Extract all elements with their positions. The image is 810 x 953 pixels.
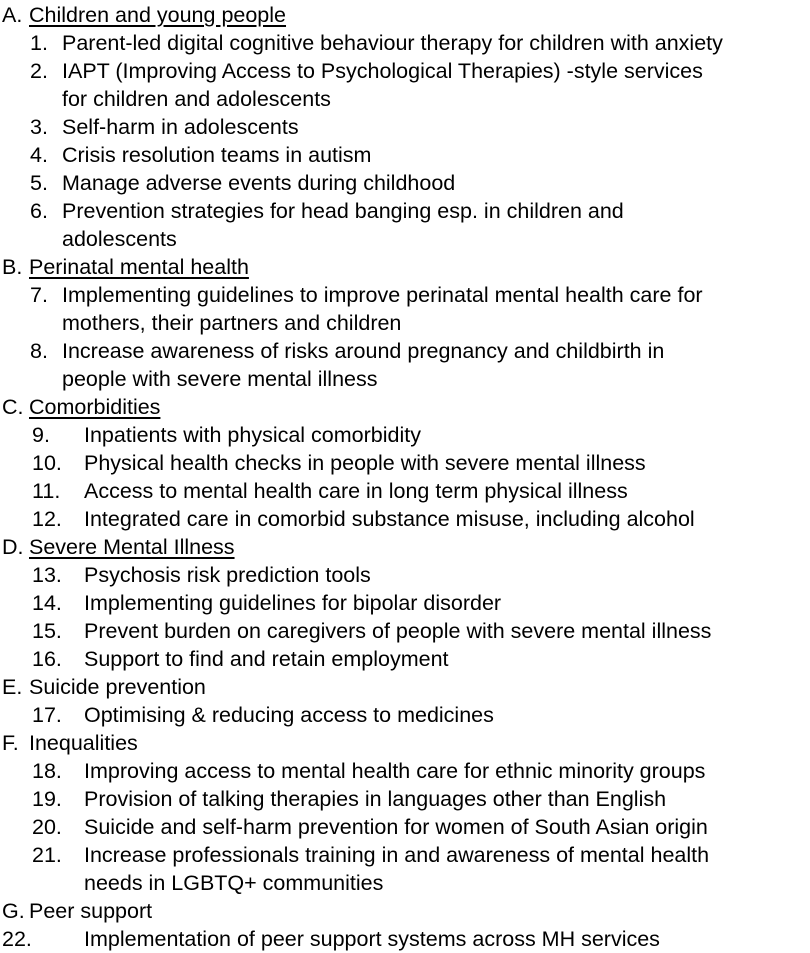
list-item	[0, 925, 810, 953]
list-item	[0, 141, 810, 169]
section-letter: A.	[2, 3, 23, 27]
list-item	[0, 449, 810, 477]
list-item	[0, 813, 810, 841]
section-title: Comorbidities	[29, 395, 161, 419]
item-number: 9.	[32, 423, 50, 447]
item-number: 20.	[32, 815, 62, 839]
section-title: Peer support	[29, 899, 153, 923]
list-item	[0, 113, 810, 141]
section-title: Perinatal mental health	[29, 255, 249, 279]
list-item	[0, 701, 810, 729]
item-text: Prevention strategies for head banging esp. in children and	[62, 199, 624, 223]
item-number: 15.	[32, 619, 62, 643]
section-heading-a	[0, 1, 810, 29]
item-text: people with severe mental illness	[62, 367, 378, 391]
section-letter: D.	[2, 535, 24, 559]
item-number: 11.	[32, 479, 61, 503]
item-text: Improving access to mental health care for ethnic minority groups	[84, 759, 706, 783]
item-text: Support to find and retain employment	[84, 647, 449, 671]
item-number: 6.	[30, 199, 48, 223]
item-text: Optimising & reducing access to medicines	[84, 703, 494, 727]
list-item-continuation	[0, 869, 810, 897]
item-text: Implementing guidelines for bipolar disorder	[84, 591, 502, 615]
item-text: Crisis resolution teams in autism	[62, 143, 372, 167]
item-number: 21.	[32, 843, 62, 867]
list-item	[0, 841, 810, 869]
item-text: Implementation of peer support systems across MH services	[84, 927, 660, 951]
list-item	[0, 561, 810, 589]
item-text: mothers, their partners and children	[62, 311, 402, 335]
item-number: 8.	[30, 339, 48, 363]
list-item	[0, 617, 810, 645]
list-item	[0, 477, 810, 505]
section-title: Inequalities	[29, 731, 138, 755]
section-heading-b	[0, 253, 810, 281]
list-item	[0, 785, 810, 813]
item-number: 12.	[32, 507, 62, 531]
list-item-continuation	[0, 225, 810, 253]
item-text: Psychosis risk prediction tools	[84, 563, 371, 587]
item-text: adolescents	[62, 227, 177, 251]
item-number: 1.	[30, 31, 48, 55]
item-number: 13.	[32, 563, 62, 587]
item-text: IAPT (Improving Access to Psychological Therapies) -style services	[62, 59, 703, 83]
item-text: Suicide and self-harm prevention for women of South Asian origin	[84, 815, 708, 839]
item-text: Increase awareness of risks around pregnancy and childbirth in	[62, 339, 665, 363]
item-number: 18.	[32, 759, 62, 783]
section-title: Children and young people	[29, 3, 287, 27]
item-number: 14.	[32, 591, 62, 615]
list-item-continuation	[0, 85, 810, 113]
list-item	[0, 505, 810, 533]
item-number: 19.	[32, 787, 62, 811]
list-item	[0, 29, 810, 57]
item-text: Increase professionals training in and awareness of mental health	[84, 843, 710, 867]
item-text: Implementing guidelines to improve perinatal mental health care for	[62, 283, 703, 307]
item-number: 22.	[2, 927, 32, 951]
item-text: needs in LGBTQ+ communities	[84, 871, 384, 895]
item-text: Manage adverse events during childhood	[62, 171, 456, 195]
list-item-continuation	[0, 309, 810, 337]
list-item	[0, 645, 810, 673]
section-title: Severe Mental Illness	[29, 535, 235, 559]
section-heading-d	[0, 533, 810, 561]
item-text: Parent-led digital cognitive behaviour therapy for children with anxiety	[62, 31, 723, 55]
item-text: Physical health checks in people with severe mental illness	[84, 451, 646, 475]
item-number: 3.	[30, 115, 48, 139]
list-item	[0, 337, 810, 365]
item-text: Provision of talking therapies in languages other than English	[84, 787, 667, 811]
list-item	[0, 57, 810, 85]
section-letter: B.	[2, 255, 23, 279]
section-heading-f	[0, 729, 810, 757]
section-heading-c	[0, 393, 810, 421]
list-item	[0, 281, 810, 309]
section-letter: C.	[2, 395, 24, 419]
section-title: Suicide prevention	[29, 675, 206, 699]
section-letter: G.	[2, 899, 25, 923]
section-heading-g	[0, 897, 810, 925]
item-text: Self-harm in adolescents	[62, 115, 299, 139]
item-text: Integrated care in comorbid substance misuse, including alcohol	[84, 507, 695, 531]
list-item-continuation	[0, 365, 810, 393]
item-text: Inpatients with physical comorbidity	[84, 423, 421, 447]
list-item	[0, 421, 810, 449]
section-letter: F.	[2, 731, 19, 755]
item-text: for children and adolescents	[62, 87, 331, 111]
item-number: 4.	[30, 143, 48, 167]
section-heading-e	[0, 673, 810, 701]
item-text: Prevent burden on caregivers of people with severe mental illness	[84, 619, 712, 643]
item-text: Access to mental health care in long term physical illness	[84, 479, 628, 503]
item-number: 5.	[30, 171, 48, 195]
item-number: 16.	[32, 647, 62, 671]
list-item	[0, 757, 810, 785]
list-item	[0, 589, 810, 617]
list-item	[0, 169, 810, 197]
item-number: 10.	[32, 451, 62, 475]
item-number: 7.	[30, 283, 48, 307]
section-letter: E.	[2, 675, 23, 699]
list-item	[0, 197, 810, 225]
item-number: 17.	[32, 703, 62, 727]
item-number: 2.	[30, 59, 48, 83]
